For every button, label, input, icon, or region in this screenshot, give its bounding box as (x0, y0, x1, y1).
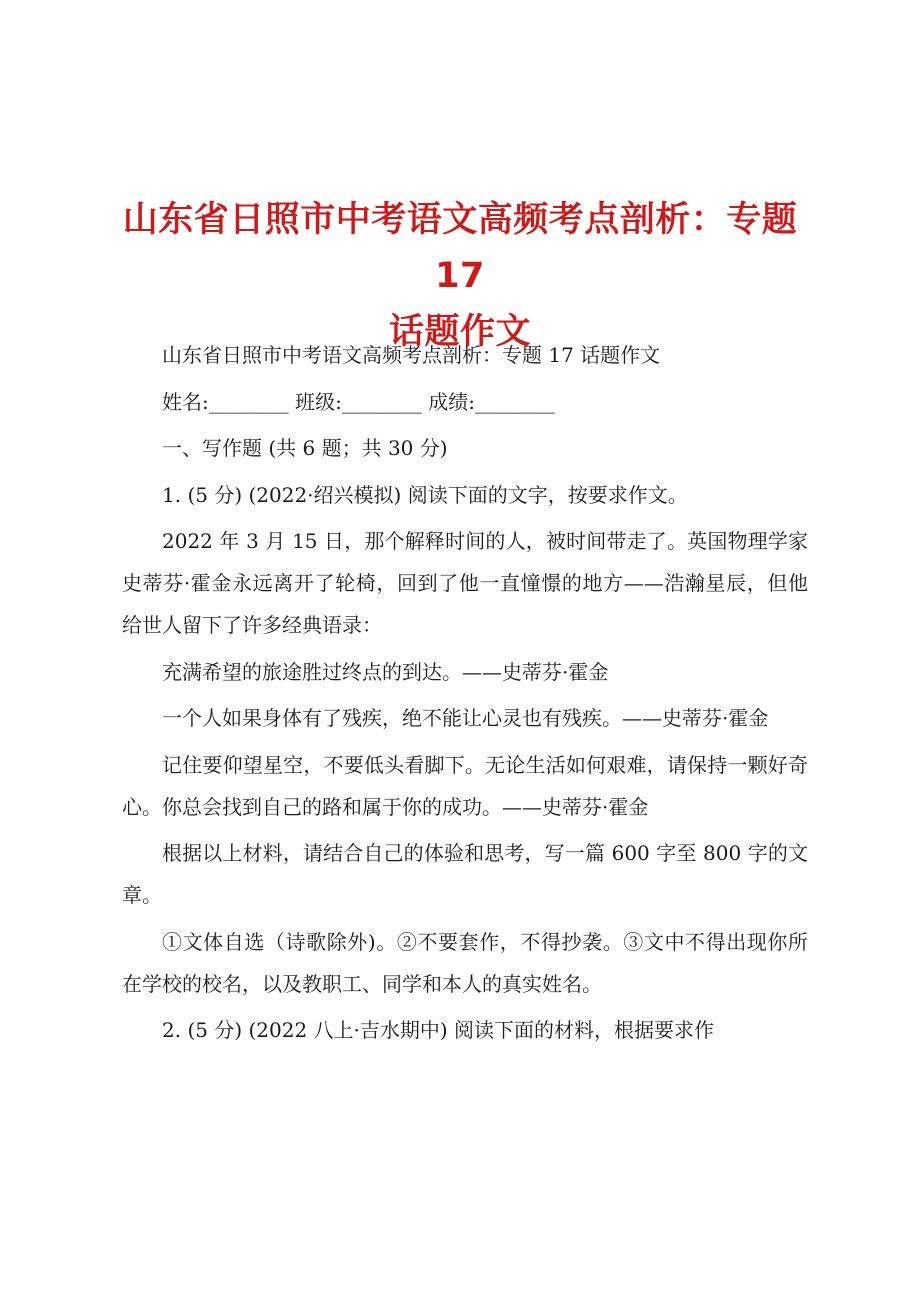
question-1-header: 1. (5 分) (2022·绍兴模拟) 阅读下面的文字，按要求作文。 (162, 482, 688, 507)
quote-3: 记住要仰望星空，不要低头看脚下。无论生活如何艰难，请保持一颗好奇心。你总会找到自己的路和属于你的成功。——史蒂芬·霍金 (122, 752, 808, 819)
quote-2: 一个人如果身体有了残疾，绝不能让心灵也有残疾。——史蒂芬·霍金 (162, 706, 769, 730)
title-line-2: 话题作文 (388, 312, 531, 352)
document-body (122, 334, 808, 1056)
student-info-line: 姓名:________ 班级:________ 成绩:________ (162, 389, 555, 414)
question-1-task: 根据以上材料，请结合自己的体验和思考，写一篇 600 字至 800 字的文章。 (122, 841, 808, 907)
title-line-1: 山东省日照市中考语文高频考点剖析：专题 17 (122, 200, 798, 296)
subtitle: 山东省日照市中考语文高频考点剖析：专题 17 话题作文 (162, 343, 661, 367)
section-heading: 一、写作题 (共 6 题；共 30 分) (162, 436, 448, 460)
question-1-requirements: ①文体自选（诗歌除外)。②不要套作，不得抄袭。③文中不得出现你所在学校的校名，以及教职工、同学和本人的真实姓名。 (122, 929, 808, 996)
quote-1: 充满希望的旅途胜过终点的到达。——史蒂芬·霍金 (162, 659, 609, 684)
question-2-header: 2. (5 分) (2022 八上·吉水期中) 阅读下面的材料，根据要求作 (162, 1018, 715, 1042)
question-1-intro: 2022 年 3 月 15 日，那个解释时间的人，被时间带走了。英国物理学家史蒂芬·霍金永远离开了轮椅，回到了他一直憧憬的地方——浩瀚星辰，但他给世人留下了许多经典语录： (122, 529, 808, 637)
